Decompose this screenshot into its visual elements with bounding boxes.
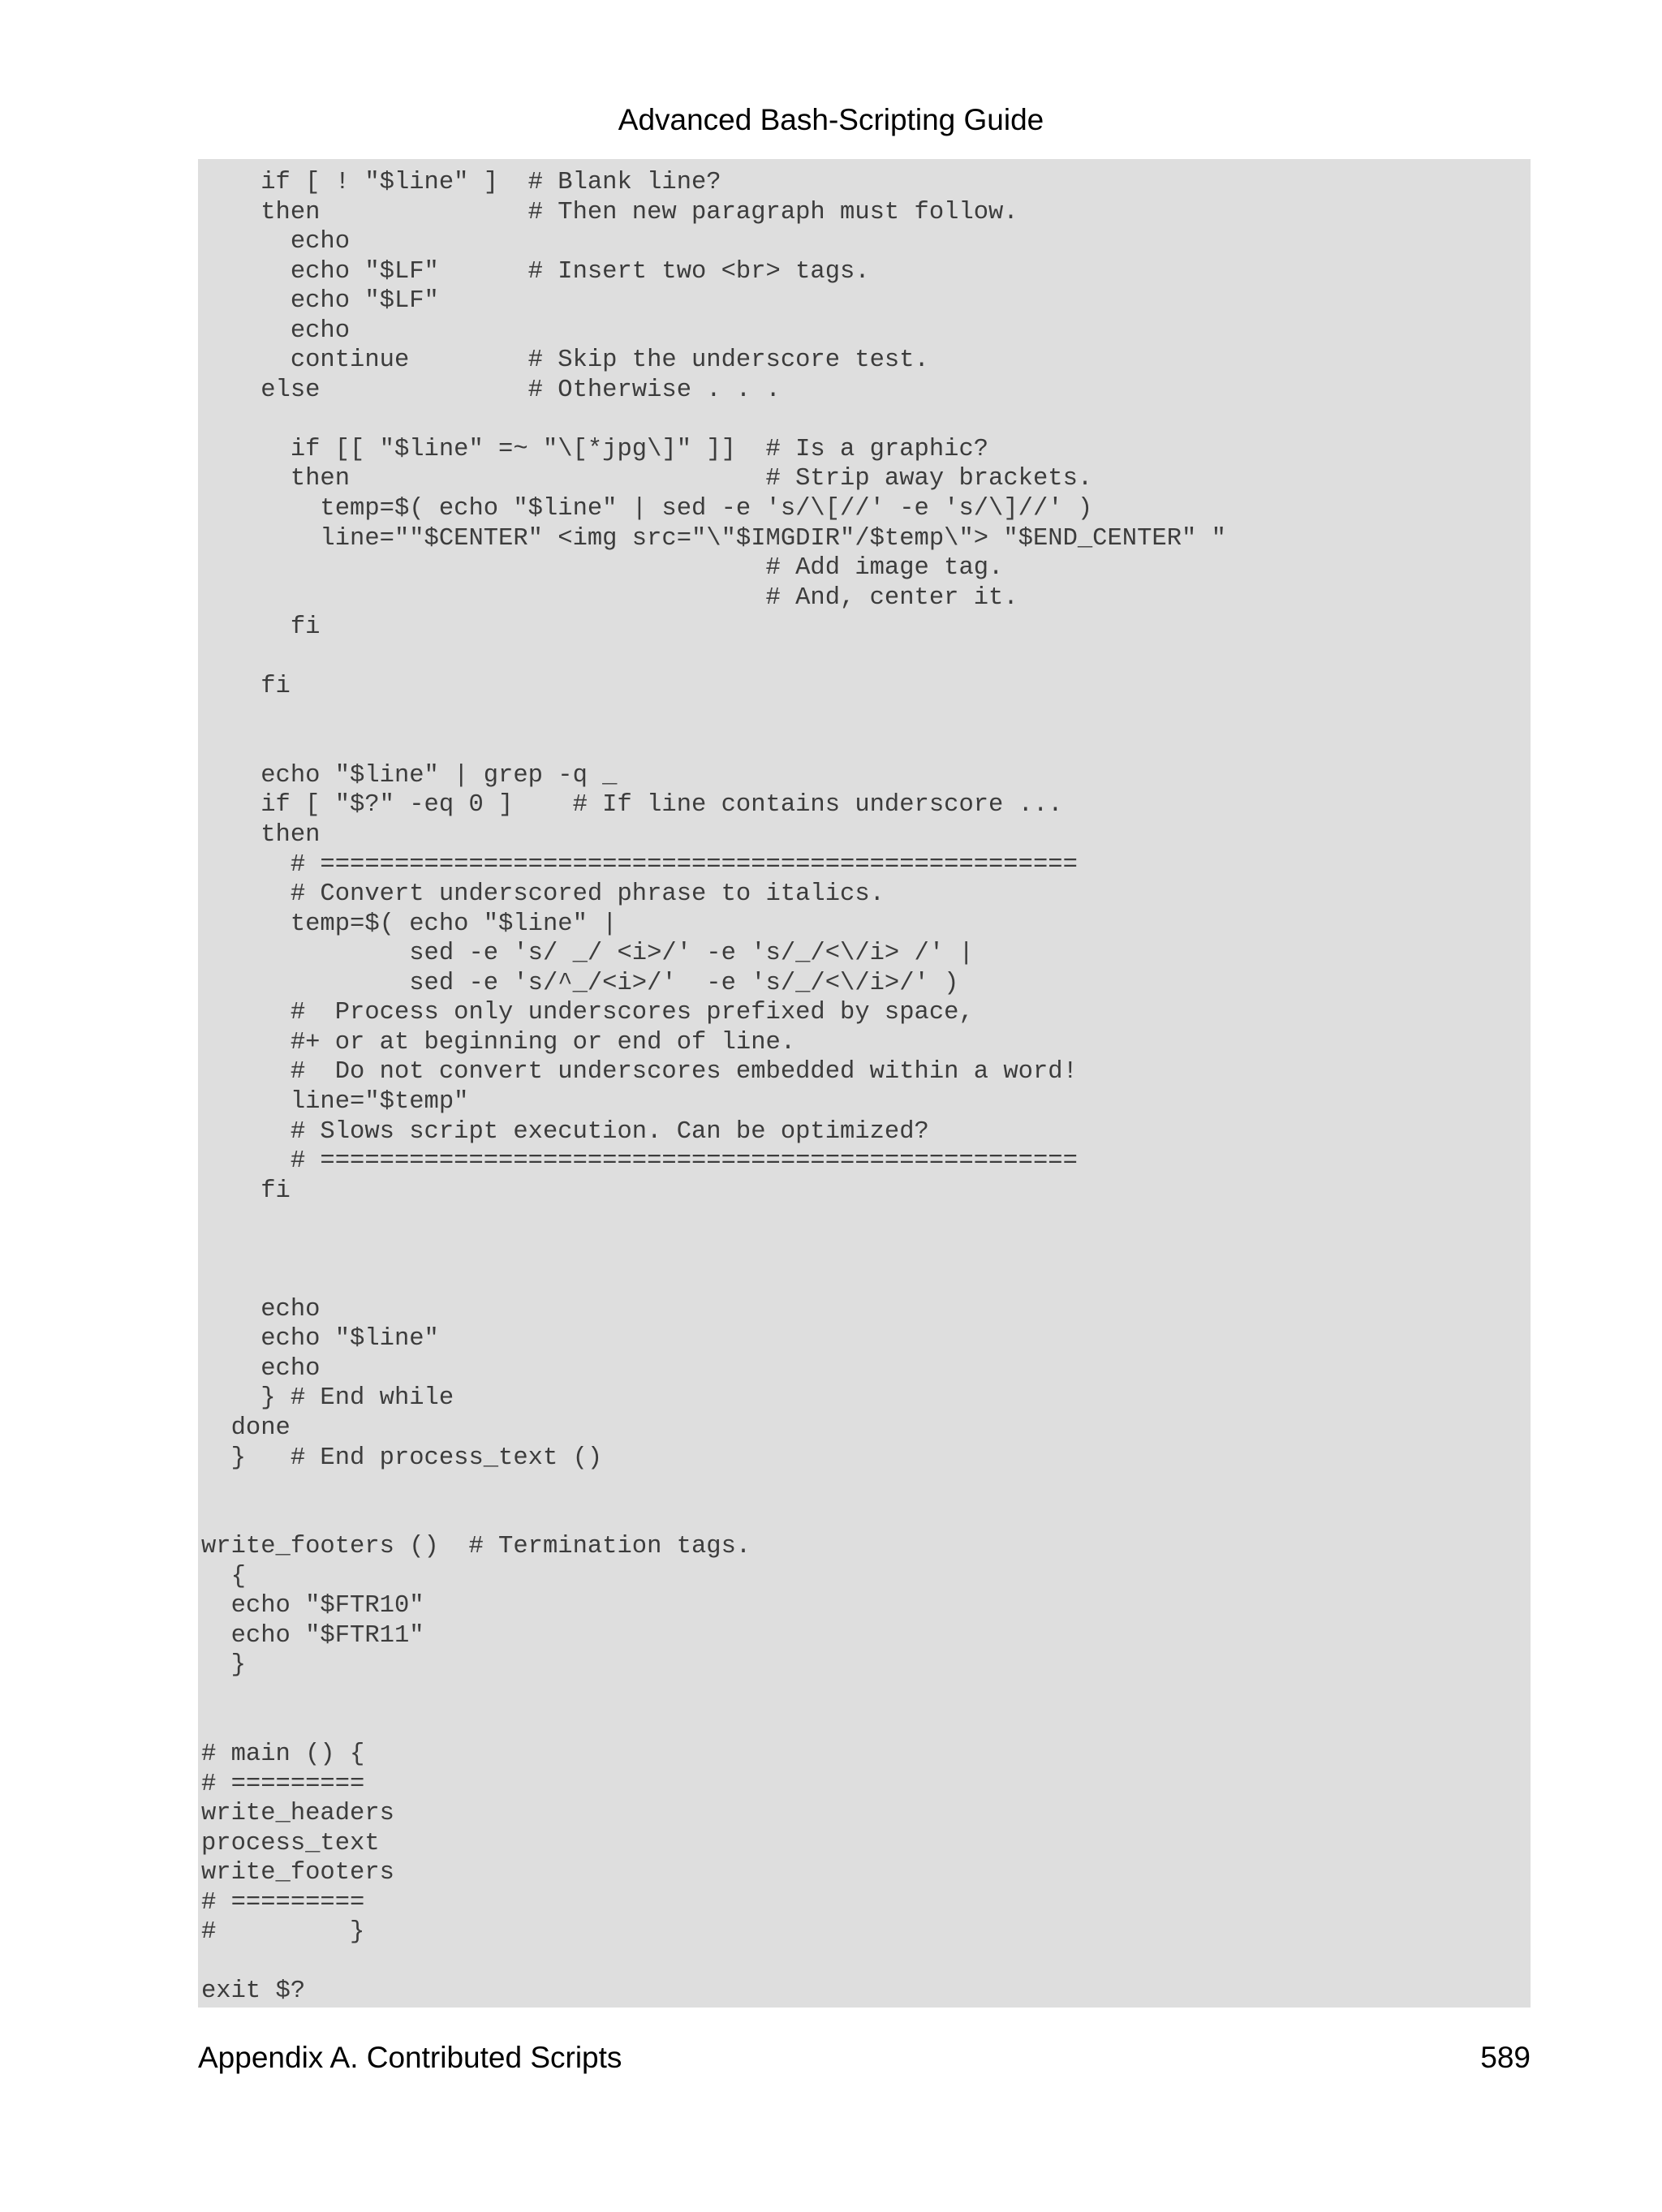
code-line: # Add image tag. — [201, 554, 1004, 583]
code-line: echo "$FTR10" — [201, 1592, 424, 1620]
code-line: echo "$line" | grep -q _ — [201, 761, 618, 790]
code-line: continue # Skip the underscore test. — [201, 346, 929, 375]
code-line: } # End while — [201, 1384, 454, 1413]
code-line: then # Then new paragraph must follow. — [201, 198, 1018, 226]
page-number: 589 — [1480, 2041, 1531, 2074]
code-line — [201, 1473, 1531, 1503]
code-line: echo "$LF" # Insert two <br> tags. — [201, 257, 870, 286]
code-line: # =================================================== — [201, 850, 1078, 879]
code-line: then # Strip away brackets. — [201, 465, 1093, 493]
code-line: echo — [201, 316, 351, 345]
code-line — [201, 1681, 1531, 1711]
code-line: sed -e 's/ _/ <i>/' -e 's/_/<\/i> /' | — [201, 940, 974, 968]
code-line: write_footers — [201, 1859, 394, 1887]
code-line: if [ ! "$line" ] # Blank line? — [201, 169, 721, 196]
code-listing — [198, 159, 1531, 2008]
code-line: # ========= — [201, 1888, 365, 1917]
page-title: Advanced Bash-Scripting Guide — [618, 103, 1044, 136]
code-line — [201, 1947, 1531, 1977]
code-line: then — [201, 821, 321, 850]
page-footer — [198, 2038, 1531, 2077]
code-line: #+ or at beginning or end of line. — [201, 1028, 796, 1057]
code-line: # main () { — [201, 1740, 365, 1768]
code-line — [201, 405, 1531, 435]
code-line: temp=$( echo "$line" | sed -e 's/\[//' -e 's/\]//' ) — [201, 495, 1093, 523]
code-line: # Slows script execution. Can be optimized? — [201, 1117, 929, 1146]
code-line: if [[ "$line" =~ "\[*jpg\]" ]] # Is a graphic? — [201, 435, 989, 463]
code-line — [201, 702, 1531, 732]
code-line — [201, 1236, 1531, 1266]
code-line: write_headers — [201, 1800, 394, 1828]
code-line: fi — [201, 1177, 291, 1205]
code-line: # } — [201, 1918, 365, 1947]
code-line: fi — [201, 613, 321, 642]
code-line: line="$temp" — [201, 1087, 469, 1116]
code-line — [201, 1710, 1531, 1740]
code-line: process_text — [201, 1829, 380, 1857]
footer-section-title: Appendix A. Contributed Scripts — [198, 2041, 622, 2074]
code-line: { — [201, 1562, 246, 1590]
code-line — [201, 1503, 1531, 1533]
code-line: fi — [201, 673, 291, 701]
code-line — [201, 731, 1531, 761]
code-line: temp=$( echo "$line" | — [201, 910, 618, 938]
code-line — [201, 1265, 1531, 1295]
code-line: sed -e 's/^_/<i>/' -e 's/_/<\/i>/' ) — [201, 969, 959, 997]
code-line: echo "$LF" — [201, 287, 439, 316]
code-line: if [ "$?" -eq 0 ] # If line contains underscore ... — [201, 791, 1063, 820]
code-line: } — [201, 1651, 246, 1680]
code-line: # =================================================== — [201, 1147, 1078, 1176]
code-line: # Convert underscored phrase to italics. — [201, 880, 885, 909]
code-line: # Do not convert underscores embedded within a word! — [201, 1058, 1078, 1087]
code-line: done — [201, 1414, 291, 1442]
code-line — [201, 1206, 1531, 1236]
code-line: echo "$FTR11" — [201, 1621, 424, 1650]
code-line: exit $? — [201, 1977, 306, 2006]
code-line: else # Otherwise . . . — [201, 376, 781, 404]
code-line — [201, 643, 1531, 673]
code-line: line=""$CENTER" <img src="\"$IMGDIR"/$temp\"> "$END_CENTER" " — [201, 524, 1226, 553]
code-line: echo "$line" — [201, 1325, 439, 1353]
code-line: # Process only underscores prefixed by space, — [201, 999, 974, 1027]
code-line: echo — [201, 228, 351, 256]
code-line: # ========= — [201, 1770, 365, 1798]
code-line: echo — [201, 1295, 321, 1323]
code-line: write_footers () # Termination tags. — [201, 1533, 751, 1561]
code-line: echo — [201, 1354, 321, 1383]
code-line: } # End process_text () — [201, 1444, 603, 1472]
code-line: # And, center it. — [201, 583, 1018, 612]
